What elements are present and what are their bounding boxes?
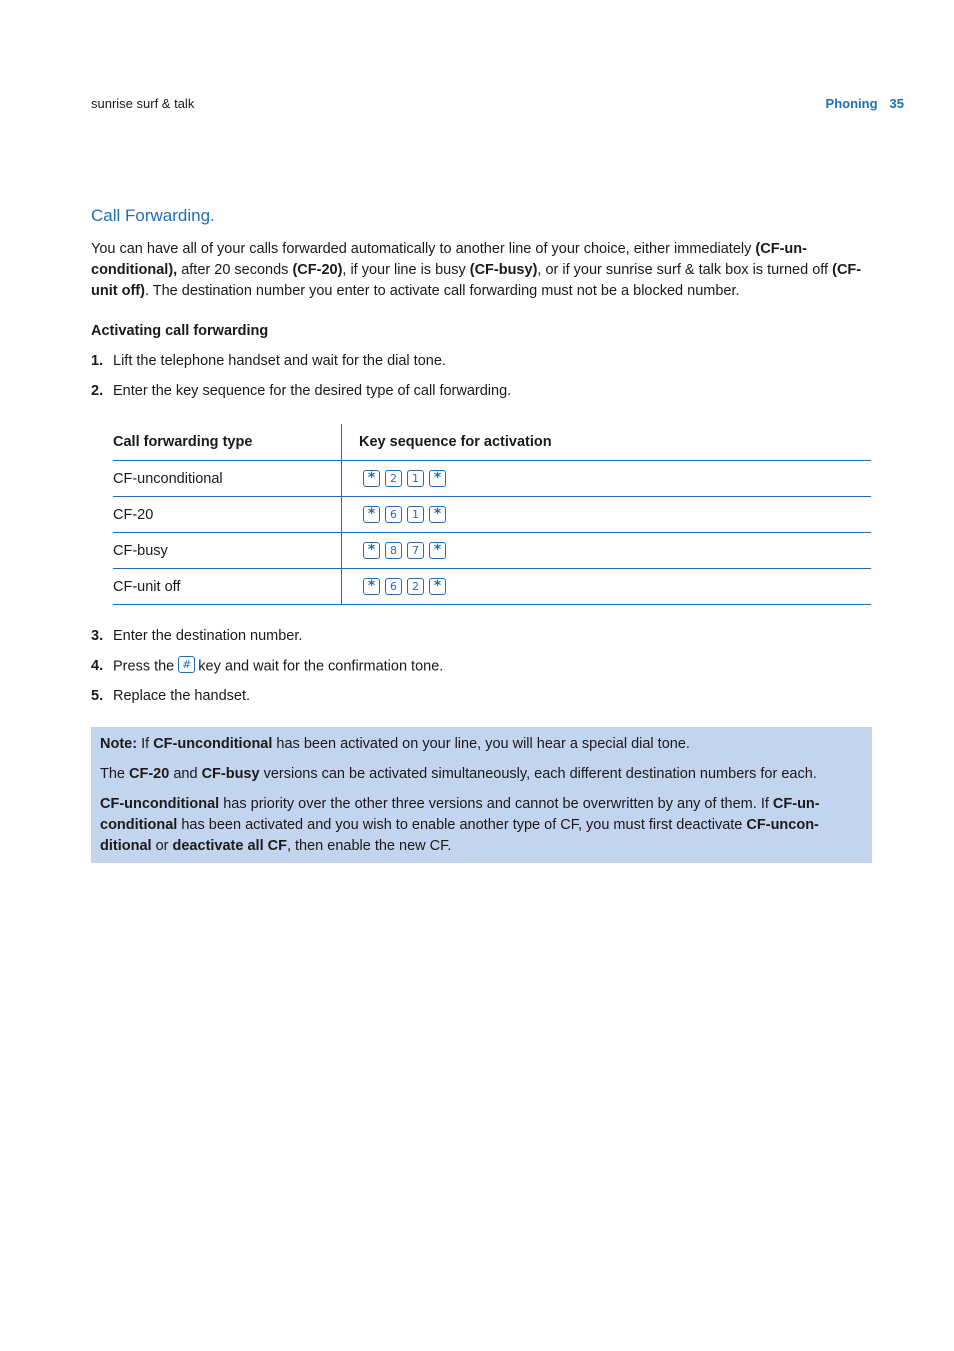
column-header-keys: Key sequence for activation (342, 424, 872, 461)
forwarding-type-cell: CF-20 (113, 497, 342, 533)
step-1: 1. Lift the telephone handset and wait for the dial tone. (91, 353, 446, 369)
key-sequence-cell (342, 497, 872, 533)
subheading: Activating call forwarding (91, 323, 269, 339)
step-3: 3. Enter the destination number. (91, 628, 303, 644)
forwarding-type-cell: CF-busy (113, 533, 342, 569)
step-5: 5. Replace the handset. (91, 688, 251, 704)
star-key-icon: * (429, 578, 446, 595)
star-key-icon: * (363, 470, 380, 487)
page-title: Call Forwarding. (91, 206, 215, 225)
note-box (91, 727, 872, 863)
digit-key-icon: 2 (407, 578, 424, 595)
digit-key-icon: 6 (385, 578, 402, 595)
table-row (113, 569, 871, 605)
star-key-icon: * (429, 506, 446, 523)
digit-key-icon: 7 (407, 542, 424, 559)
star-key-icon: * (363, 578, 380, 595)
forwarding-type-cell: CF-unit off (113, 569, 342, 605)
digit-key-icon: 6 (385, 506, 402, 523)
running-header-title: sunrise surf & talk (91, 96, 195, 111)
note-line-2: The CF-20 and CF-busy versions can be activated simultaneously, each different destination numbers for each. (100, 766, 817, 782)
note-line-3: CF-unconditional has priority over the other three versions and cannot be overwritten by any of them. If CF-un-conditional has been activated and you wish to enable another type of CF, you must first deactivate CF-uncon-ditional or deactivate all CF, then enable the new CF. (100, 796, 820, 854)
table-row (113, 533, 871, 569)
key-sequence-cell (342, 461, 872, 497)
step-2: 2. Enter the key sequence for the desired type of call forwarding. (91, 383, 512, 399)
call-forwarding-table (113, 424, 871, 605)
digit-key-icon: 8 (385, 542, 402, 559)
star-key-icon: * (429, 470, 446, 487)
star-key-icon: * (363, 506, 380, 523)
table-row (113, 497, 871, 533)
star-key-icon: * (429, 542, 446, 559)
digit-key-icon: 1 (407, 470, 424, 487)
hash-key-icon: # (178, 656, 195, 673)
key-sequence-cell (342, 533, 872, 569)
step-4: 4. Press the # key and wait for the confirmation tone. (91, 658, 444, 675)
page-number: 35 (889, 96, 904, 111)
digit-key-icon: 1 (407, 506, 424, 523)
forwarding-type-cell: CF-unconditional (113, 461, 342, 497)
running-header-section (826, 96, 904, 111)
key-sequence-cell (342, 569, 872, 605)
section-name: Phoning (825, 96, 878, 111)
star-key-icon: * (363, 542, 380, 559)
table-row (113, 461, 871, 497)
note-line-1: Note: If CF-unconditional has been activated on your line, you will hear a special dial tone. (100, 736, 690, 752)
digit-key-icon: 2 (385, 470, 402, 487)
column-header-type: Call forwarding type (113, 424, 342, 461)
intro-paragraph: You can have all of your calls forwarded automatically to another line of your choice, either immediately (CF-un-conditional), after 20 seconds (CF-20), if your line is busy (CF-busy), or if your sunrise surf & talk box is turned off (CF-unit off). The destination number you enter to activate call forwarding must not be a blocked number. (91, 241, 862, 299)
